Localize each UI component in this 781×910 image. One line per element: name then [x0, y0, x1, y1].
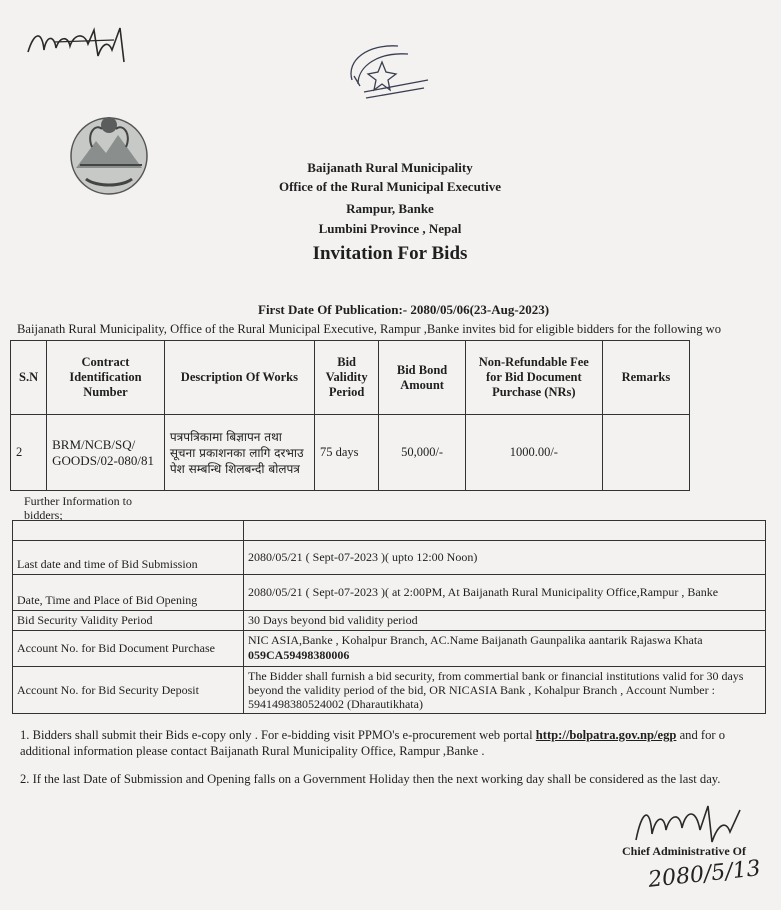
- nepal-emblem: [66, 113, 152, 199]
- account-bank-line: NIC ASIA,Banke , Kohalpur Branch, AC.Name Baijanath Gaunpalika aantarik Rajaswa Khata: [248, 633, 703, 647]
- cell-sn: 2: [11, 415, 47, 491]
- table-row: [13, 611, 766, 631]
- info-label: Bid Security Validity Period: [13, 611, 244, 631]
- bid-table-header-row: [11, 341, 690, 415]
- further-info-label: Further Information to bidders;: [24, 494, 132, 522]
- cell-fee: 1000.00/-: [465, 415, 602, 491]
- top-signature: [24, 22, 134, 66]
- th-fee: Non-Refundable Fee for Bid Document Purchase (NRs): [465, 341, 602, 415]
- org-name: Baijanath Rural Municipality: [307, 160, 473, 175]
- info-label: Last date and time of Bid Submission: [13, 541, 244, 575]
- cell-description: पत्रपत्रिकामा बिज्ञापन तथा सूचना प्रकाशनका लागि दरभाउ पेश सम्बन्धि शिलबन्दी बोलपत्र: [164, 415, 314, 491]
- bid-table: [10, 340, 690, 491]
- cell-validity: 75 days: [314, 415, 378, 491]
- info-value: 2080/05/21 ( Sept-07-2023 )( at 2:00PM, At Baijanath Rural Municipality Office,Rampur , Banke: [244, 575, 766, 611]
- intro-text: Baijanath Rural Municipality, Office of the Rural Municipal Executive, Rampur ,Banke invites bid for eligible bidders for the following wo: [17, 322, 722, 336]
- bolpatra-link[interactable]: http://bolpatra.gov.np/egp: [535, 728, 677, 742]
- signatory-title: Chief Administrative Of: [622, 844, 746, 858]
- note-2: 2. If the last Date of Submission and Opening falls on a Government Holiday then the next working day shall be considered as the last day.: [20, 772, 721, 786]
- th-sn: S.N: [11, 341, 47, 415]
- note-1-text: 1. Bidders shall submit their Bids e-copy only . For e-bidding visit PPMO's e-procurement web portal: [20, 728, 536, 742]
- location: Rampur, Banke: [346, 201, 434, 216]
- info-value: The Bidder shall furnish a bid security, from commertial bank or financial institutions valid for 30 days beyond the validity period of the bid, OR NICASIA Bank , Kohalpur Branch , Account Number : 5941498380524002 (Dharautikhata): [244, 667, 766, 714]
- further-info-table: [12, 520, 766, 714]
- note-1-line-2: additional information please contact Baijanath Rural Municipality Office, Rampur ,Banke .: [20, 744, 485, 758]
- table-row: [13, 667, 766, 714]
- office-name: Office of the Rural Municipal Executive: [278, 179, 502, 194]
- cell-remarks: [602, 415, 689, 491]
- bottom-signature: [630, 800, 750, 850]
- table-row: [11, 415, 690, 491]
- info-value: 2080/05/21 ( Sept-07-2023 )( upto 12:00 Noon): [244, 541, 766, 575]
- page-title: Invitation For Bids: [312, 243, 468, 264]
- info-value: 30 Days beyond bid validity period: [244, 611, 766, 631]
- table-row: [13, 575, 766, 611]
- table-row: [13, 541, 766, 575]
- province: Lumbini Province , Nepal: [318, 221, 462, 236]
- info-spacer-row: [13, 521, 766, 541]
- th-contract-id: Contract Identification Number: [47, 341, 165, 415]
- cell-bond: 50,000/-: [379, 415, 466, 491]
- cell-contract-id: BRM/NCB/SQ/ GOODS/02-080/81: [47, 415, 165, 491]
- info-value: [244, 631, 766, 667]
- th-bond: Bid Bond Amount: [379, 341, 466, 415]
- note-1: [20, 726, 780, 744]
- table-row: [13, 631, 766, 667]
- info-label: Account No. for Bid Security Deposit: [13, 667, 244, 714]
- th-validity: Bid Validity Period: [314, 341, 378, 415]
- publication-date: First Date Of Publication:- 2080/05/06(23-Aug-2023): [258, 302, 550, 317]
- note-1-suffix: and for o: [676, 728, 726, 742]
- info-label: Date, Time and Place of Bid Opening: [13, 575, 244, 611]
- th-description: Description Of Works: [164, 341, 314, 415]
- handwritten-date: 2080/5/13: [647, 856, 762, 893]
- office-stamp: [338, 40, 448, 110]
- info-label: Account No. for Bid Document Purchase: [13, 631, 244, 667]
- account-number: 059CA59498380006: [248, 648, 350, 662]
- th-remarks: Remarks: [602, 341, 689, 415]
